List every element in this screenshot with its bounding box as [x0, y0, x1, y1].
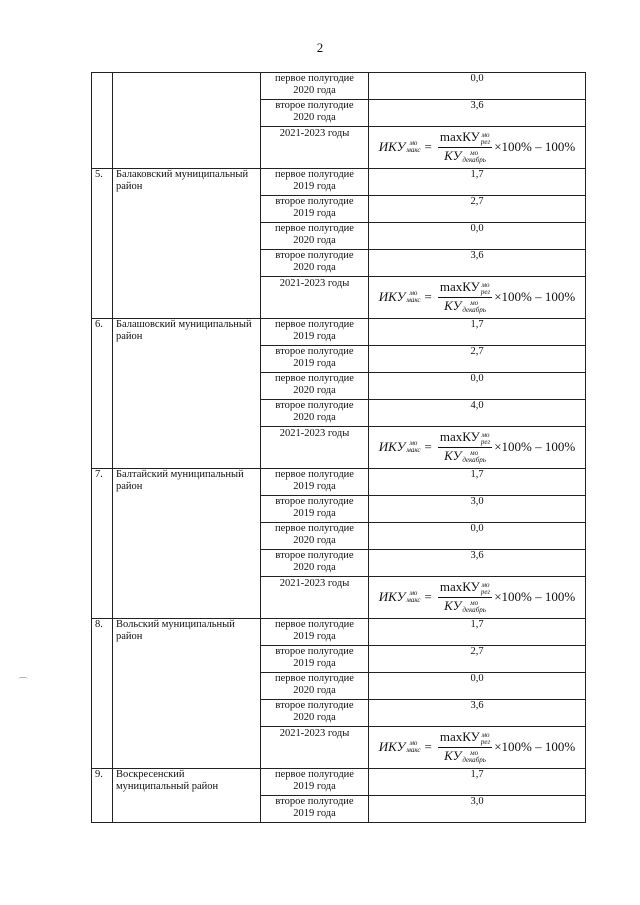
value-cell: 2,7 — [369, 196, 586, 223]
formula-den-sup: мо — [470, 598, 479, 607]
formula-numerator — [438, 130, 492, 147]
formula-tail: ×100% – 100% — [494, 439, 576, 454]
value-cell: 3,0 — [369, 796, 586, 823]
formula-lhs-sup: мо — [409, 739, 418, 747]
formula-lhs-indices — [406, 140, 420, 154]
formula-den-main: КУ — [444, 597, 462, 613]
formula-den-main: КУ — [444, 447, 462, 463]
formula-num-sup: мо — [481, 430, 490, 439]
formula-lhs-indices — [406, 590, 420, 604]
formula-numerator — [438, 430, 492, 447]
period-cell: второе полугодие 2020 года — [261, 250, 369, 277]
formula-lhs-sub: макс — [406, 296, 421, 304]
period-cell: второе полугодие 2019 года — [261, 196, 369, 223]
formula-num-sub: рег — [480, 287, 491, 296]
formula-lhs-indices — [406, 290, 420, 304]
row-number-cell: 8. — [92, 619, 113, 769]
formula-lhs-sub: макс — [406, 146, 421, 154]
value-cell: 3,6 — [369, 700, 586, 727]
value-cell: 1,7 — [369, 769, 586, 796]
formula-denominator — [442, 598, 488, 614]
formula-equals: = — [424, 289, 432, 304]
formula-lhs-sub: макс — [406, 746, 421, 754]
municipality-name-cell — [113, 73, 261, 169]
period-cell: первое полугодие 2020 года — [261, 673, 369, 700]
scan-mark: ⌒ — [18, 678, 28, 689]
value-cell: 1,7 — [369, 319, 586, 346]
formula-numerator — [438, 580, 492, 597]
formula-den-sub: декабрь — [462, 455, 486, 464]
formula-den-main: КУ — [444, 297, 462, 313]
tariff-index-table — [91, 72, 586, 823]
page-number: 2 — [316, 40, 324, 55]
period-cell: второе полугодие 2020 года — [261, 100, 369, 127]
formula-num-main: maxКУ — [439, 429, 480, 445]
formula-num-indices — [481, 582, 490, 596]
formula-num-indices — [481, 132, 490, 146]
table-row — [92, 73, 586, 100]
formula-fraction — [438, 130, 492, 163]
formula-fraction — [438, 280, 492, 313]
formula-num-sup: мо — [481, 580, 490, 589]
municipality-name-cell: Балаковский муниципальный район — [113, 169, 261, 319]
formula-lhs-main: ИКУ — [378, 289, 406, 304]
formula-den-indices — [462, 300, 486, 314]
row-number-cell: 9. — [92, 769, 113, 823]
value-cell: 4,0 — [369, 400, 586, 427]
formula — [372, 577, 582, 617]
municipality-name-cell: Балашовский муниципальный район — [113, 319, 261, 469]
formula-num-sup: мо — [481, 280, 490, 289]
formula-fraction — [438, 730, 492, 763]
period-cell: первое полугодие 2019 года — [261, 169, 369, 196]
formula-fraction — [438, 430, 492, 463]
row-number-cell — [92, 73, 113, 169]
formula-num-sub: рег — [480, 587, 491, 596]
formula-lhs-main: ИКУ — [378, 589, 406, 604]
formula-den-sup: мо — [470, 298, 479, 307]
formula-tail: ×100% – 100% — [494, 289, 576, 304]
formula-denominator — [442, 748, 488, 764]
period-cell: 2021-2023 годы — [261, 727, 369, 769]
formula-lhs-main: ИКУ — [378, 439, 406, 454]
formula-num-main: maxКУ — [439, 729, 480, 745]
table-row — [92, 769, 586, 796]
period-cell: первое полугодие 2020 года — [261, 373, 369, 400]
value-cell: 1,7 — [369, 169, 586, 196]
period-cell: первое полугодие 2020 года — [261, 223, 369, 250]
formula-den-indices — [462, 450, 486, 464]
formula-lhs-sup: мо — [409, 289, 418, 297]
period-cell: первое полугодие 2019 года — [261, 619, 369, 646]
period-cell: 2021-2023 годы — [261, 577, 369, 619]
formula-lhs-indices — [406, 740, 420, 754]
period-cell: первое полугодие 2020 года — [261, 73, 369, 100]
formula-lhs-sub: макс — [406, 446, 421, 454]
table-row — [92, 619, 586, 646]
formula-den-sub: декабрь — [462, 605, 486, 614]
value-cell: 1,7 — [369, 619, 586, 646]
formula-den-sub: декабрь — [462, 305, 486, 314]
formula-tail: ×100% – 100% — [494, 739, 576, 754]
formula-lhs-indices — [406, 440, 420, 454]
formula-fraction — [438, 580, 492, 613]
formula-den-indices — [462, 150, 486, 164]
formula-cell — [369, 727, 586, 769]
value-cell: 1,7 — [369, 469, 586, 496]
table-row — [92, 469, 586, 496]
formula-num-indices — [481, 732, 490, 746]
formula-den-sub: декабрь — [462, 755, 486, 764]
value-cell: 2,7 — [369, 646, 586, 673]
formula-tail: ×100% – 100% — [494, 139, 576, 154]
municipality-name-cell: Воскресенский муниципальный район — [113, 769, 261, 823]
formula-num-sub: рег — [480, 437, 491, 446]
period-cell: 2021-2023 годы — [261, 427, 369, 469]
value-cell: 0,0 — [369, 223, 586, 250]
period-cell: второе полугодие 2019 года — [261, 796, 369, 823]
formula-denominator — [442, 298, 488, 314]
formula-den-indices — [462, 600, 486, 614]
formula-cell — [369, 127, 586, 169]
formula-denominator — [442, 148, 488, 164]
period-cell: второе полугодие 2020 года — [261, 700, 369, 727]
value-cell: 2,7 — [369, 346, 586, 373]
period-cell: первое полугодие 2019 года — [261, 769, 369, 796]
table-row — [92, 169, 586, 196]
formula-lhs-sub: макс — [406, 596, 421, 604]
value-cell: 3,6 — [369, 100, 586, 127]
municipality-name-cell: Балтайский муниципальный район — [113, 469, 261, 619]
period-cell: второе полугодие 2020 года — [261, 400, 369, 427]
formula-numerator — [438, 280, 492, 297]
formula-equals: = — [424, 139, 432, 154]
row-number-cell: 7. — [92, 469, 113, 619]
formula-lhs-sup: мо — [409, 139, 418, 147]
formula — [372, 127, 582, 167]
formula-lhs-sup: мо — [409, 439, 418, 447]
period-cell: второе полугодие 2019 года — [261, 646, 369, 673]
table-row — [92, 319, 586, 346]
formula-equals: = — [424, 589, 432, 604]
formula-cell — [369, 277, 586, 319]
period-cell: второе полугодие 2020 года — [261, 550, 369, 577]
formula-den-sub: декабрь — [462, 155, 486, 164]
formula-den-main: КУ — [444, 147, 462, 163]
formula-tail: ×100% – 100% — [494, 589, 576, 604]
formula-equals: = — [424, 439, 432, 454]
formula — [372, 427, 582, 467]
row-number-cell: 5. — [92, 169, 113, 319]
formula-num-main: maxКУ — [439, 579, 480, 595]
value-cell: 0,0 — [369, 673, 586, 700]
formula-num-sub: рег — [480, 137, 491, 146]
formula-num-indices — [481, 282, 490, 296]
formula-numerator — [438, 730, 492, 747]
period-cell: 2021-2023 годы — [261, 127, 369, 169]
period-cell: первое полугодие 2019 года — [261, 469, 369, 496]
value-cell: 0,0 — [369, 523, 586, 550]
value-cell: 3,6 — [369, 250, 586, 277]
value-cell: 3,0 — [369, 496, 586, 523]
formula-cell — [369, 427, 586, 469]
table-body — [92, 73, 586, 823]
formula-lhs-sup: мо — [409, 589, 418, 597]
formula-lhs-main: ИКУ — [378, 139, 406, 154]
formula-num-main: maxКУ — [439, 129, 480, 145]
value-cell: 3,6 — [369, 550, 586, 577]
municipality-name-cell: Вольский муниципальный район — [113, 619, 261, 769]
formula-num-sub: рег — [480, 737, 491, 746]
period-cell: второе полугодие 2019 года — [261, 496, 369, 523]
formula-den-main: КУ — [444, 747, 462, 763]
formula-den-sup: мо — [470, 748, 479, 757]
formula-den-sup: мо — [470, 448, 479, 457]
period-cell: первое полугодие 2020 года — [261, 523, 369, 550]
formula — [372, 277, 582, 317]
value-cell: 0,0 — [369, 73, 586, 100]
formula — [372, 727, 582, 767]
formula-num-sup: мо — [481, 730, 490, 739]
formula-num-sup: мо — [481, 130, 490, 139]
formula-lhs-main: ИКУ — [378, 739, 406, 754]
formula-equals: = — [424, 739, 432, 754]
period-cell: первое полугодие 2019 года — [261, 319, 369, 346]
formula-num-main: maxКУ — [439, 279, 480, 295]
formula-cell — [369, 577, 586, 619]
formula-denominator — [442, 448, 488, 464]
formula-num-indices — [481, 432, 490, 446]
value-cell: 0,0 — [369, 373, 586, 400]
period-cell: 2021-2023 годы — [261, 277, 369, 319]
row-number-cell: 6. — [92, 319, 113, 469]
formula-den-sup: мо — [470, 148, 479, 157]
formula-den-indices — [462, 750, 486, 764]
period-cell: второе полугодие 2019 года — [261, 346, 369, 373]
